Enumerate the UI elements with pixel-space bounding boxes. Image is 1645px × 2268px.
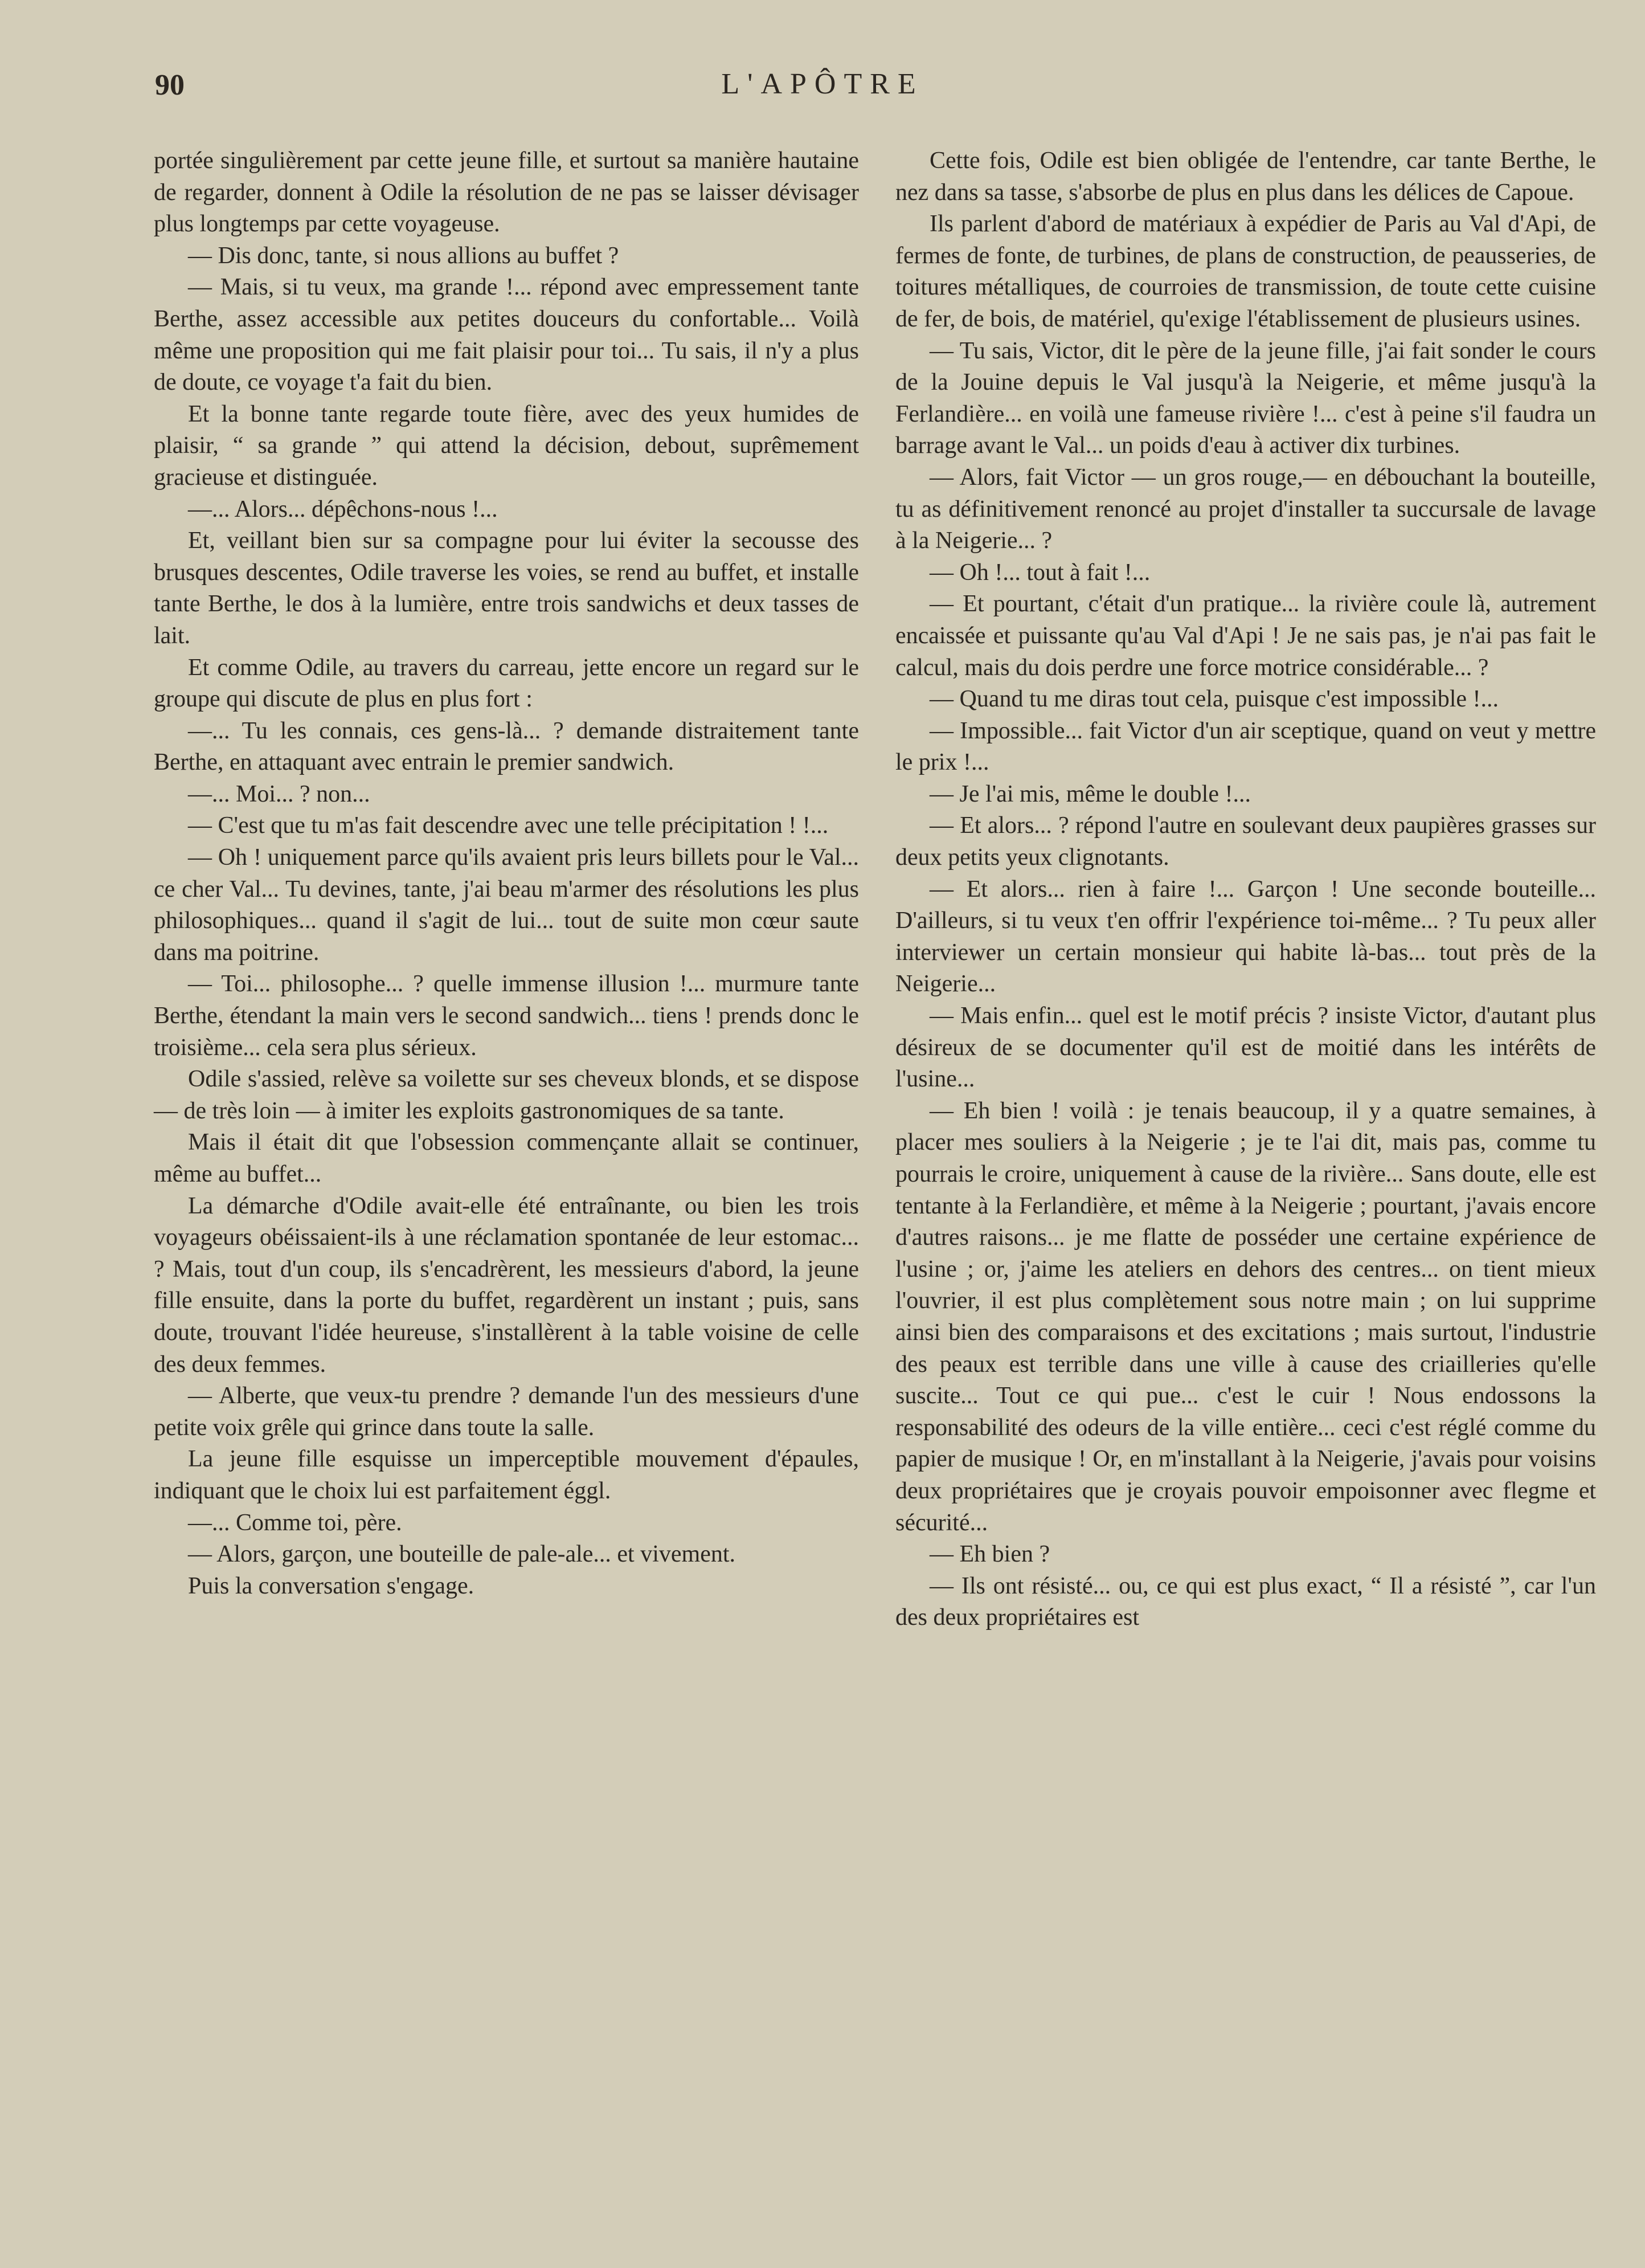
paragraph: Mais il était dit que l'obsession commençante allait se continuer, même au buffet... bbox=[154, 1129, 859, 1187]
paragraph: — Alors, garçon, une bouteille de pale-ale... et vivement. bbox=[188, 1541, 736, 1568]
paragraph: Odile s'assied, relève sa voilette sur ses cheveux blonds, et se dispose — de très loin — à imiter les exploits gastronomiques de sa tante. bbox=[154, 1066, 859, 1124]
paragraph: — Oh ! uniquement parce qu'ils avaient pris leurs billets pour le Val... ce cher Val... Tu devines, tante, j'ai beau m'armer des résolutions les plus philosophiques... quand il s'agit de lui... tout de suite mon cœur saute dans ma poitrine. bbox=[154, 844, 859, 966]
paragraph: — Eh bien ? bbox=[930, 1541, 1050, 1568]
paragraph: — Ils ont résisté... ou, ce qui est plus exact, “ Il a résisté ”, car l'un des deux propriétaires est bbox=[895, 1572, 1596, 1631]
paragraph: — Tu sais, Victor, dit le père de la jeune fille, j'ai fait sonder le cours de la Jouine depuis le Val jusqu'à la Neigerie, et même jusqu'à la Ferlandière... en voilà une fameuse rivière !... c'est à peine s'il faudra un barrage avant le Val... un poids d'eau à activer dix turbines. bbox=[895, 337, 1596, 459]
paragraph: —... Moi... ? non... bbox=[188, 780, 370, 807]
paragraph: La jeune fille esquisse un imperceptible mouvement d'épaules, indiquant que le choix lui est parfaitement éggl. bbox=[154, 1446, 859, 1504]
paragraph: La démarche d'Odile avait-elle été entraînante, ou bien les trois voyageurs obéissaient-ils à une réclamation spontanée de leur estomac... ? Mais, tout d'un coup, ils s'encadrèrent, les messieurs d'abord, la jeune fille ensuite, dans la porte du buffet, regardèrent un instant ; puis, sans doute, trouvant l'idée heureuse, s'installèrent à la table voisine de celle des deux femmes. bbox=[154, 1192, 859, 1378]
paragraph: —... Alors... dépêchons-nous !... bbox=[188, 496, 498, 522]
paragraph: — Et alors... rien à faire !... Garçon ! Une seconde bouteille... D'ailleurs, si tu veux t'en offrir l'expérience toi-même... ? Tu peux aller interviewer un certain monsieur qui habite là-bas... tout près de la Neigerie... bbox=[895, 876, 1596, 998]
page-number: 90 bbox=[155, 69, 185, 101]
paragraph: portée singulièrement par cette jeune fille, et surtout sa manière hautaine de regarder, donnent à Odile la résolution de ne pas se laisser dévisager plus longtemps par cette voyageuse. bbox=[154, 148, 859, 238]
paragraph: —... Comme toi, père. bbox=[188, 1509, 402, 1536]
paragraph: — Dis donc, tante, si nous allions au buffet ? bbox=[188, 242, 619, 269]
paragraph: Puis la conversation s'engage. bbox=[188, 1572, 474, 1599]
left-text-column bbox=[154, 145, 859, 1602]
paragraph: — Je l'ai mis, même le double !... bbox=[930, 780, 1251, 807]
paragraph: — Oh !... tout à fait !... bbox=[930, 559, 1151, 586]
paragraph: — Mais, si tu veux, ma grande !... répond avec empressement tante Berthe, assez accessible aux petites douceurs du confortable... Voilà même une proposition qui me fait plaisir pour toi... Tu sais, il n'y a plus de doute, ce voyage t'a fait du bien. bbox=[154, 274, 859, 396]
paragraph: — Eh bien ! voilà : je tenais beaucoup, il y a quatre semaines, à placer mes souliers à la Neigerie ; je te l'ai dit, mais pas, comme tu pourrais le croire, uniquement à cause de la rivière... Sans doute, elle est tentante à la Ferlandière, et même à la Neigerie ; pourtant, j'avais encore d'autres raisons... je me flatte de posséder une certaine expérience de l'usine ; or, j'aime les ateliers en dehors des centres... on tient mieux l'ouvrier, il est plus complètement sous notre main ; on lui supprime ainsi bien des comparaisons et des excitations ; mais surtout, l'industrie des peaux est terrible dans une ville à cause des criailleries qu'elle suscite... Tout ce qui pue... c'est le cuir ! Nous endossons la responsabilité des odeurs de la ville entière... ceci c'est réglé comme du papier de musique ! Or, en m'installant à la Neigerie, j'avais pour voisins deux propriétaires que je croyais pouvoir empoisonner avec flegme et sécurité... bbox=[895, 1097, 1596, 1536]
paragraph: — Alberte, que veux-tu prendre ? demande l'un des messieurs d'une petite voix grêle qui grince dans toute la salle. bbox=[154, 1383, 859, 1441]
running-title: L'APÔTRE bbox=[721, 68, 924, 100]
paragraph: — Et pourtant, c'était d'un pratique... la rivière coule là, autrement encaissée et puissante qu'au Val d'Api ! Je ne sais pas, je n'ai pas fait le calcul, mais du dois perdre une force motrice considérable... ? bbox=[895, 591, 1596, 681]
paragraph: Et, veillant bien sur sa compagne pour lui éviter la secousse des brusques descentes, Odile traverse les voies, se rend au buffet, et installe tante Berthe, le dos à la lumière, entre trois sandwichs et deux tasses de lait. bbox=[154, 528, 859, 649]
paragraph: — Et alors... ? répond l'autre en soulevant deux paupières grasses sur deux petits yeux clignotants. bbox=[895, 812, 1596, 871]
right-text-column bbox=[895, 145, 1596, 1634]
paragraph: Ils parlent d'abord de matériaux à expédier de Paris au Val d'Api, de fermes de fonte, de turbines, de plans de construction, de peausseries, de toitures métalliques, de courroies de transmission, de toute cette cuisine de fer, de bois, de matériel, qu'exige l'établissement de plusieurs usines. bbox=[895, 211, 1596, 332]
paragraph: — Impossible... fait Victor d'un air sceptique, quand on veut y mettre le prix !... bbox=[895, 717, 1596, 776]
paragraph: —... Tu les connais, ces gens-là... ? demande distraitement tante Berthe, en attaquant avec entrain le premier sandwich. bbox=[154, 717, 859, 776]
paragraph: Et la bonne tante regarde toute fière, avec des yeux humides de plaisir, “ sa grande ” qui attend la décision, debout, suprêmement gracieuse et distinguée. bbox=[154, 401, 859, 491]
paragraph: Et comme Odile, au travers du carreau, jette encore un regard sur le groupe qui discute de plus en plus fort : bbox=[154, 654, 859, 713]
paragraph: — Mais enfin... quel est le motif précis ? insiste Victor, d'autant plus désireux de se documenter qu'il est de moitié dans les intérêts de l'usine... bbox=[895, 1003, 1596, 1093]
paragraph: — Quand tu me diras tout cela, puisque c'est impossible !... bbox=[930, 686, 1499, 713]
paragraph: Cette fois, Odile est bien obligée de l'entendre, car tante Berthe, le nez dans sa tasse, s'absorbe de plus en plus dans les délices de Capoue. bbox=[895, 148, 1596, 206]
paragraph: — Toi... philosophe... ? quelle immense illusion !... murmure tante Berthe, étendant la main vers le second sandwich... tiens ! prends donc le troisième... cela sera plus sérieux. bbox=[154, 971, 859, 1061]
paragraph: — Alors, fait Victor — un gros rouge,— en débouchant la bouteille, tu as définitivement renoncé au projet d'installer ta succursale de lavage à la Neigerie... ? bbox=[895, 464, 1596, 554]
paragraph: — C'est que tu m'as fait descendre avec une telle précipitation ! !... bbox=[188, 812, 829, 839]
